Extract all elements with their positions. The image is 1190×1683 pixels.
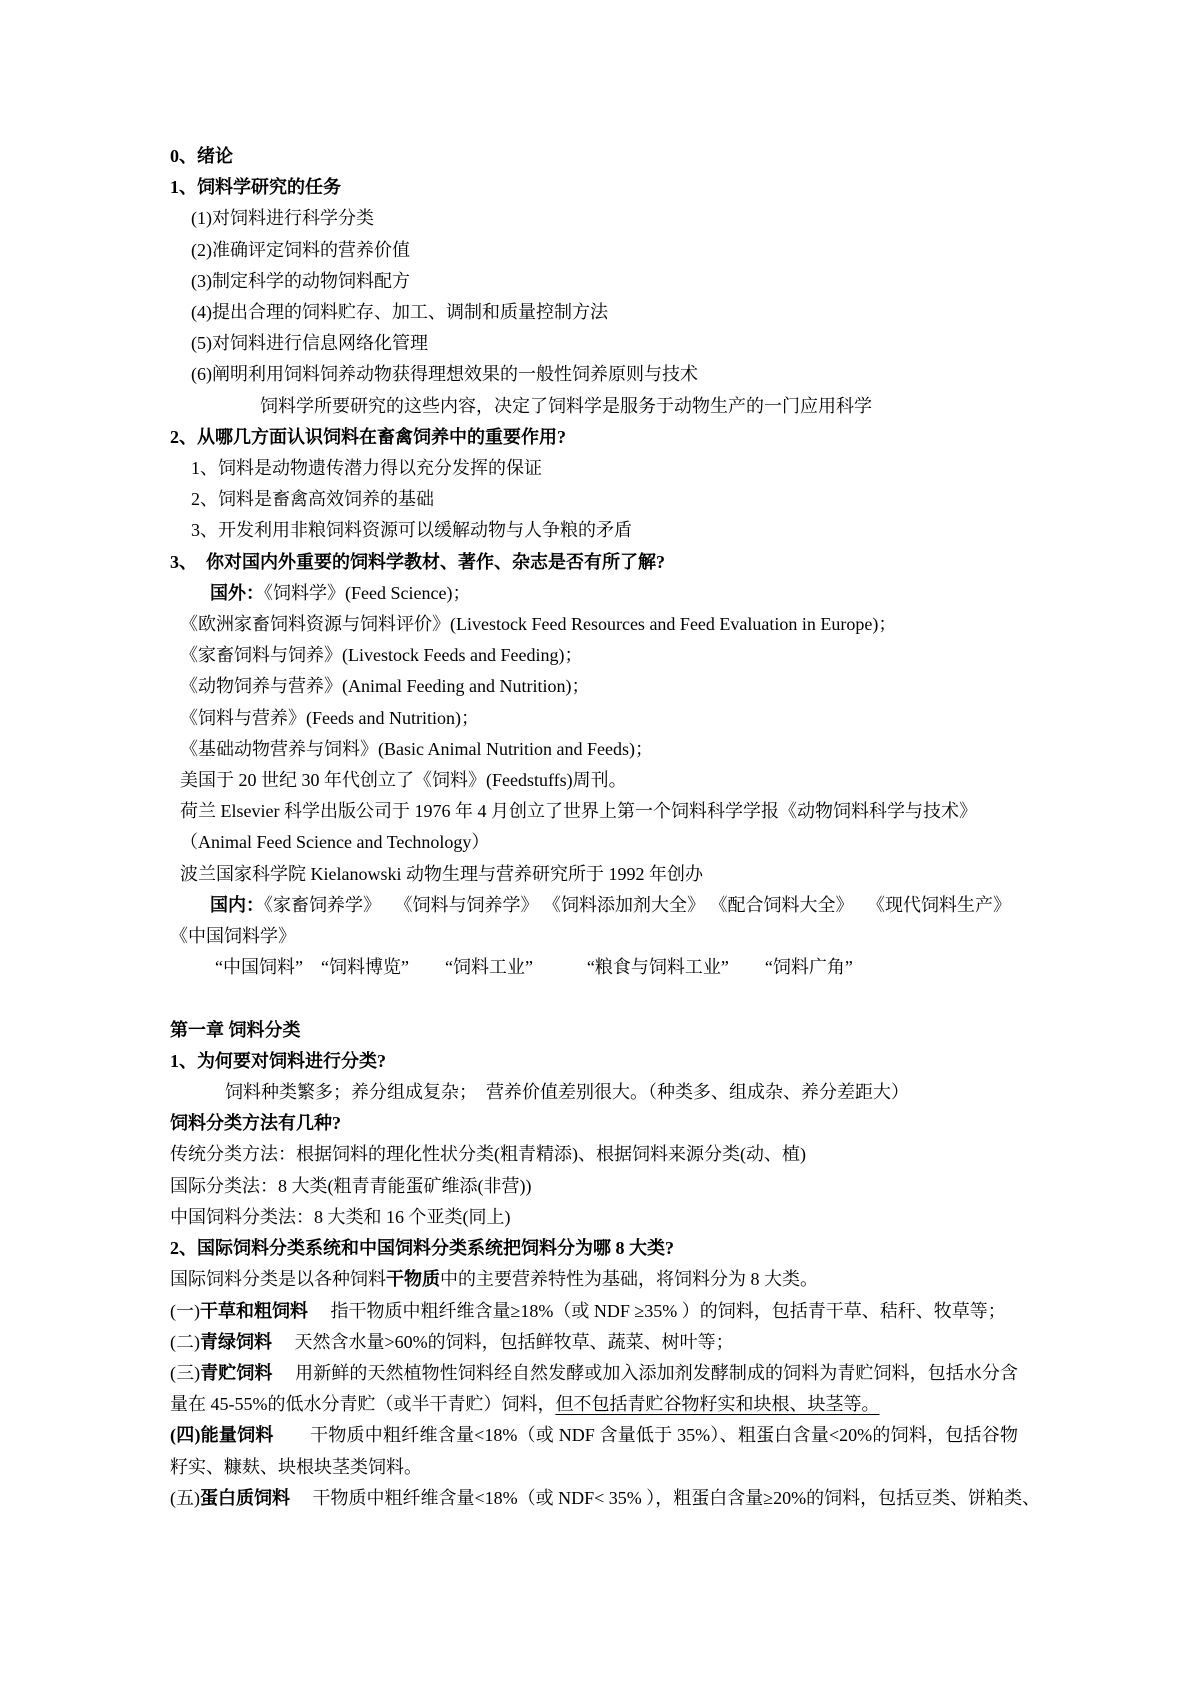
q1-task-item-1	[170, 203, 1018, 234]
heading-question-2	[170, 422, 1018, 453]
q2-point-2	[170, 484, 1018, 515]
text-segment: 中国饲料分类法：8 大类和 16 个亚类(同上)	[170, 1206, 511, 1227]
text-segment: 《家畜饲养学》 《饲料与饲养学》 《饲料添加剂大全》 《配合饲料大全》 《现代饲料生产》	[264, 894, 1011, 915]
bold-text-segment: 国内：	[210, 894, 264, 915]
feed-class-3-silage	[170, 1358, 1018, 1420]
heading-c1-question-2	[170, 1233, 1018, 1264]
text-segment: (6)阐明利用饲料饲养动物获得理想效果的一般性饲养原则与技术	[191, 364, 698, 385]
q1-task-item-6	[170, 359, 1018, 390]
q2-point-1	[170, 453, 1018, 484]
bold-text-segment: 国外：	[210, 582, 264, 603]
feed-class-5-protein	[170, 1483, 1041, 1514]
bold-text-segment: 1、为何要对饲料进行分类?	[170, 1050, 386, 1071]
text-segment: (二)	[170, 1331, 200, 1352]
foreign-books-lead	[170, 578, 1018, 609]
text-segment: 中的主要营养特性为基础，将饲料分为 8 大类。	[440, 1269, 818, 1290]
text-segment: 《中国饲料学》	[170, 926, 296, 947]
text-segment: 传统分类方法：根据饲料的理化性状分类(粗青精添)、根据饲料来源分类(动、植)	[170, 1144, 806, 1165]
bold-text-segment: 青贮饲料	[200, 1362, 273, 1383]
text-segment: 2、饲料是畜禽高效饲养的基础	[191, 489, 434, 510]
bold-text-segment: 2、从哪几方面认识饲料在畜禽饲养中的重要作用?	[170, 426, 566, 447]
text-segment: 1、饲料是动物遗传潜力得以充分发挥的保证	[191, 458, 542, 479]
q1-task-item-5	[170, 328, 1018, 359]
feed-class-2-green	[170, 1327, 1018, 1358]
classify-traditional	[170, 1139, 1018, 1170]
text-segment: 《基础动物营养与饲料》(Basic Animal Nutrition and Feeds)；	[180, 738, 653, 759]
foreign-book-basic	[170, 734, 1018, 765]
text-segment: 干物质中粗纤维含量<18%（或 NDF 含量低于 35%）、粗蛋白含量<20%的饲料，包括谷物籽实、糠麸、块根块茎类饲料。	[170, 1425, 1018, 1477]
text-segment: （Animal Feed Science and Technology）	[180, 832, 490, 853]
bold-text-segment: 蛋白质饲料	[200, 1487, 290, 1508]
feed-class-4-energy	[170, 1420, 1018, 1482]
document-body	[170, 141, 1041, 1514]
heading-c1-question-1	[170, 1046, 1018, 1077]
heading-question-1	[170, 172, 1018, 203]
text-segment: 天然含水量>60%的饲料，包括鲜牧草、蔬菜、树叶等；	[272, 1331, 734, 1352]
underlined-text-segment: 但不包括青贮谷物籽实和块根、块茎等。	[555, 1394, 880, 1415]
text-segment: 波兰国家科学院 Kielanowski 动物生理与营养研究所于 1992 年创办	[180, 863, 703, 884]
text-segment: (五)	[170, 1487, 200, 1508]
text-segment: (2)准确评定饲料的营养价值	[191, 239, 410, 260]
text-segment: 干物质中粗纤维含量<18%（或 NDF< 35% ），粗蛋白含量≥20%的饲料，包括豆类、饼粕类、	[290, 1487, 1041, 1508]
text-segment: 《欧洲家畜饲料资源与饲料评价》(Livestock Feed Resources and Feed Evaluation in Europe)；	[180, 614, 897, 635]
bold-text-segment: 1、饲料学研究的任务	[170, 177, 341, 198]
bold-text-segment: 3、 你对国内外重要的饲料学教材、著作、杂志是否有所了解?	[170, 551, 665, 572]
blank-line	[170, 983, 1018, 1014]
c1-q1-answer	[170, 1077, 1018, 1108]
feed-class-1-hay	[170, 1296, 1018, 1327]
elsevier-journal	[170, 796, 1018, 827]
domestic-journals	[170, 952, 1018, 983]
q2-point-3	[170, 515, 1018, 546]
text-segment: 美国于 20 世纪 30 年代创立了《饲料》(Feedstuffs)周刊。	[180, 770, 627, 791]
bold-text-segment: (四)能量饲料	[170, 1425, 274, 1446]
foreign-book-feeding	[170, 671, 1018, 702]
q1-task-item-4	[170, 297, 1018, 328]
bold-text-segment: 0、绪论	[170, 146, 233, 166]
q1-conclusion	[170, 391, 1018, 422]
domestic-books-lead	[170, 890, 1018, 921]
heading-chapter-1	[170, 1015, 1018, 1046]
elsevier-journal-en	[170, 827, 1018, 858]
bold-text-segment: 干物质	[386, 1269, 440, 1290]
text-segment: (4)提出合理的饲料贮存、加工、调制和质量控制方法	[191, 302, 608, 323]
heading-c1-question-1b	[170, 1108, 1018, 1139]
domestic-books-cont	[170, 921, 1018, 952]
c1-q2-intro	[170, 1264, 1018, 1295]
text-segment: 3、开发利用非粮饲料资源可以缓解动物与人争粮的矛盾	[191, 520, 632, 541]
text-segment: 用新鲜的天然植物性饲料经自然发酵或加入添加剂发酵制成的饲料为青贮饲料，包括水分含量在 45-55%的低水分青贮（或半干青贮）饲料，	[170, 1362, 1019, 1415]
q1-task-item-2	[170, 235, 1018, 266]
q1-task-item-3	[170, 266, 1018, 297]
text-segment: 饲料种类繁多；养分组成复杂； 营养价值差别很大。（种类多、组成杂、养分差距大）	[225, 1082, 909, 1103]
foreign-book-livestock	[170, 640, 1018, 671]
bold-text-segment: 饲料分类方法有几种?	[170, 1113, 341, 1134]
classify-china	[170, 1202, 1018, 1233]
text-segment: 《动物饲养与营养》(Animal Feeding and Nutrition)；	[180, 676, 590, 697]
heading-question-3	[170, 547, 1018, 578]
text-segment: 指干物质中粗纤维含量≥18%（或 NDF ≥35% ）的饲料，包括青干草、秸秆、牧草等；	[308, 1300, 1006, 1321]
text-segment: (3)制定科学的动物饲料配方	[191, 270, 410, 291]
foreign-book-europe	[170, 609, 1018, 640]
bold-text-segment: 干草和粗饲料	[200, 1300, 308, 1321]
text-segment: (5)对饲料进行信息网络化管理	[191, 333, 428, 354]
text-segment: 《饲料学》(Feed Science)；	[264, 582, 471, 603]
text-segment: 《饲料与营养》(Feeds and Nutrition)；	[180, 707, 479, 728]
heading-intro	[170, 141, 1018, 172]
classify-international	[170, 1171, 1018, 1202]
text-segment: 荷兰 Elsevier 科学出版公司于 1976 年 4 月创立了世界上第一个饲料科学学报《动物饲料科学与技术》	[180, 801, 977, 822]
foreign-book-feeds	[170, 703, 1018, 734]
bold-text-segment: 第一章 饲料分类	[170, 1019, 301, 1040]
text-segment: 国际分类法：8 大类(粗青青能蛋矿维添(非营))	[170, 1175, 532, 1196]
text-segment: “中国饲料” “饲料博览” “饲料工业” “粮食与饲料工业” “饲料广角”	[215, 957, 853, 978]
text-segment: (一)	[170, 1300, 200, 1321]
text-segment: 饲料学所要研究的这些内容，决定了饲料学是服务于动物生产的一门应用科学	[260, 395, 872, 416]
bold-text-segment: 青绿饲料	[200, 1331, 272, 1352]
text-segment: (三)	[170, 1362, 201, 1383]
poland-institute	[170, 859, 1018, 890]
feedstuffs-journal	[170, 765, 1018, 796]
text-segment: 《家畜饲料与饲养》(Livestock Feeds and Feeding)；	[180, 645, 583, 666]
bold-text-segment: 2、国际饲料分类系统和中国饲料分类系统把饲料分为哪 8 大类?	[170, 1238, 674, 1259]
text-segment: (1)对饲料进行科学分类	[191, 208, 374, 229]
text-segment: 国际饲料分类是以各种饲料	[170, 1269, 386, 1290]
